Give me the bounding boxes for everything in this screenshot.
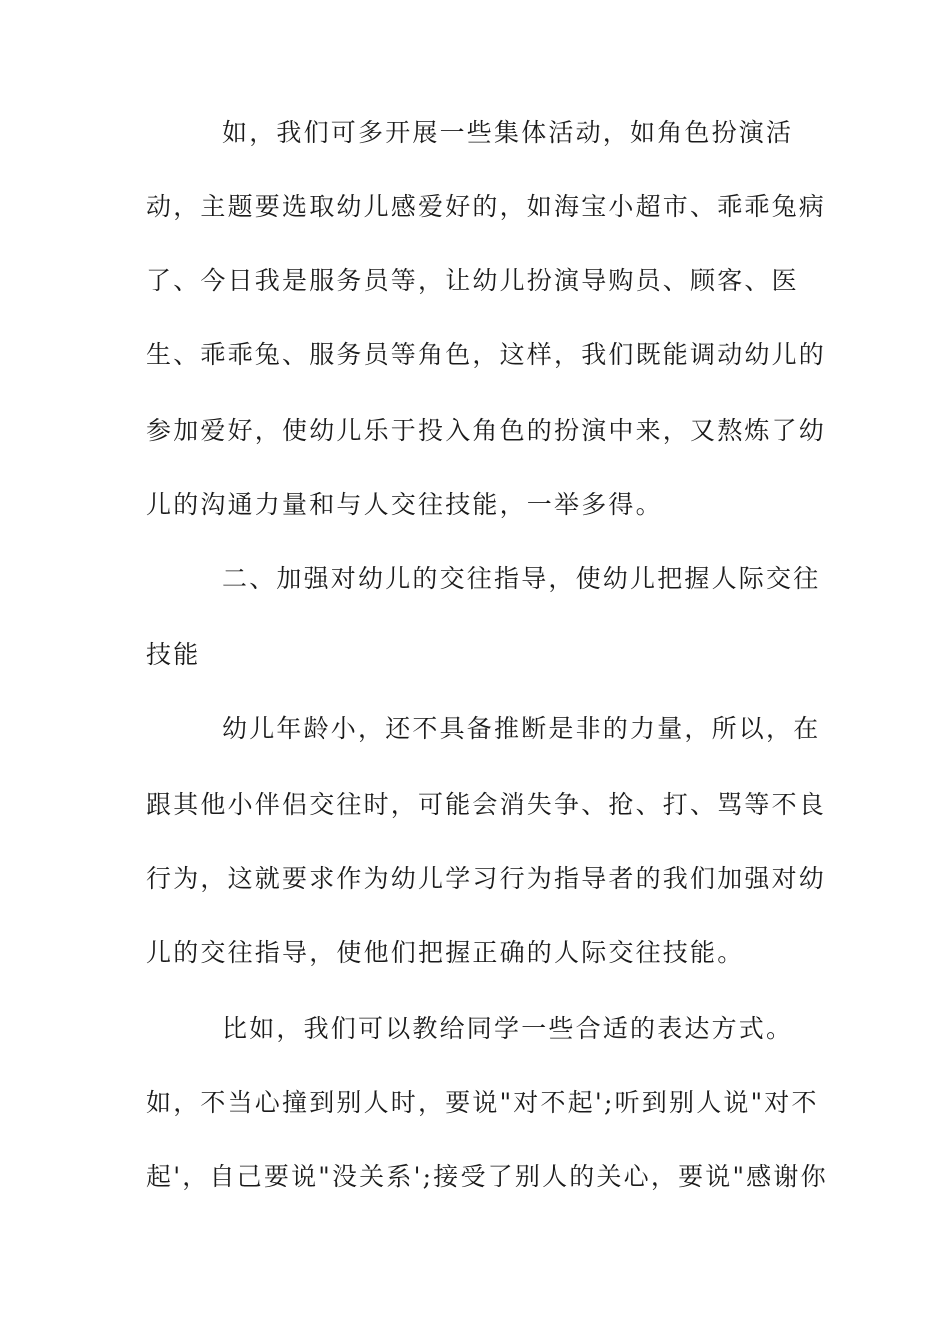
paragraph-line: 儿的交往指导，使他们把握正确的人际交往技能。	[146, 938, 745, 967]
paragraph-line: 参加爱好，使幼儿乐于投入角色的扮演中来，又熬炼了幼	[146, 416, 827, 445]
paragraph-line: 幼儿年龄小，还不具备推断是非的力量，所以，在	[222, 714, 821, 743]
paragraph-line: 如，不当心撞到别人时，要说"对不起';听到别人说"对不	[146, 1088, 819, 1117]
paragraph-line: 如，我们可多开展一些集体活动，如角色扮演活	[222, 118, 794, 147]
paragraph-line: 儿的沟通力量和与人交往技能，一举多得。	[146, 490, 663, 519]
paragraph-line: 生、乖乖兔、服务员等角色，这样，我们既能调动幼儿的	[146, 340, 827, 369]
paragraph-line: 起'，自己要说"没关系';接受了别人的关心，要说"感谢你	[146, 1162, 828, 1191]
section-heading-line: 技能	[146, 640, 201, 669]
paragraph-line: 动，主题要选取幼儿感爱好的，如海宝小超市、乖乖兔病	[146, 192, 827, 221]
paragraph-line: 了、今日我是服务员等，让幼儿扮演导购员、顾客、医	[146, 266, 799, 295]
section-heading-line: 二、加强对幼儿的交往指导，使幼儿把握人际交往	[222, 564, 821, 593]
paragraph-line: 跟其他小伴侣交往时，可能会消失争、抢、打、骂等不良	[146, 790, 827, 819]
paragraph-line: 比如，我们可以教给同学一些合适的表达方式。	[222, 1014, 794, 1043]
paragraph-line: 行为，这就要求作为幼儿学习行为指导者的我们加强对幼	[146, 864, 827, 893]
